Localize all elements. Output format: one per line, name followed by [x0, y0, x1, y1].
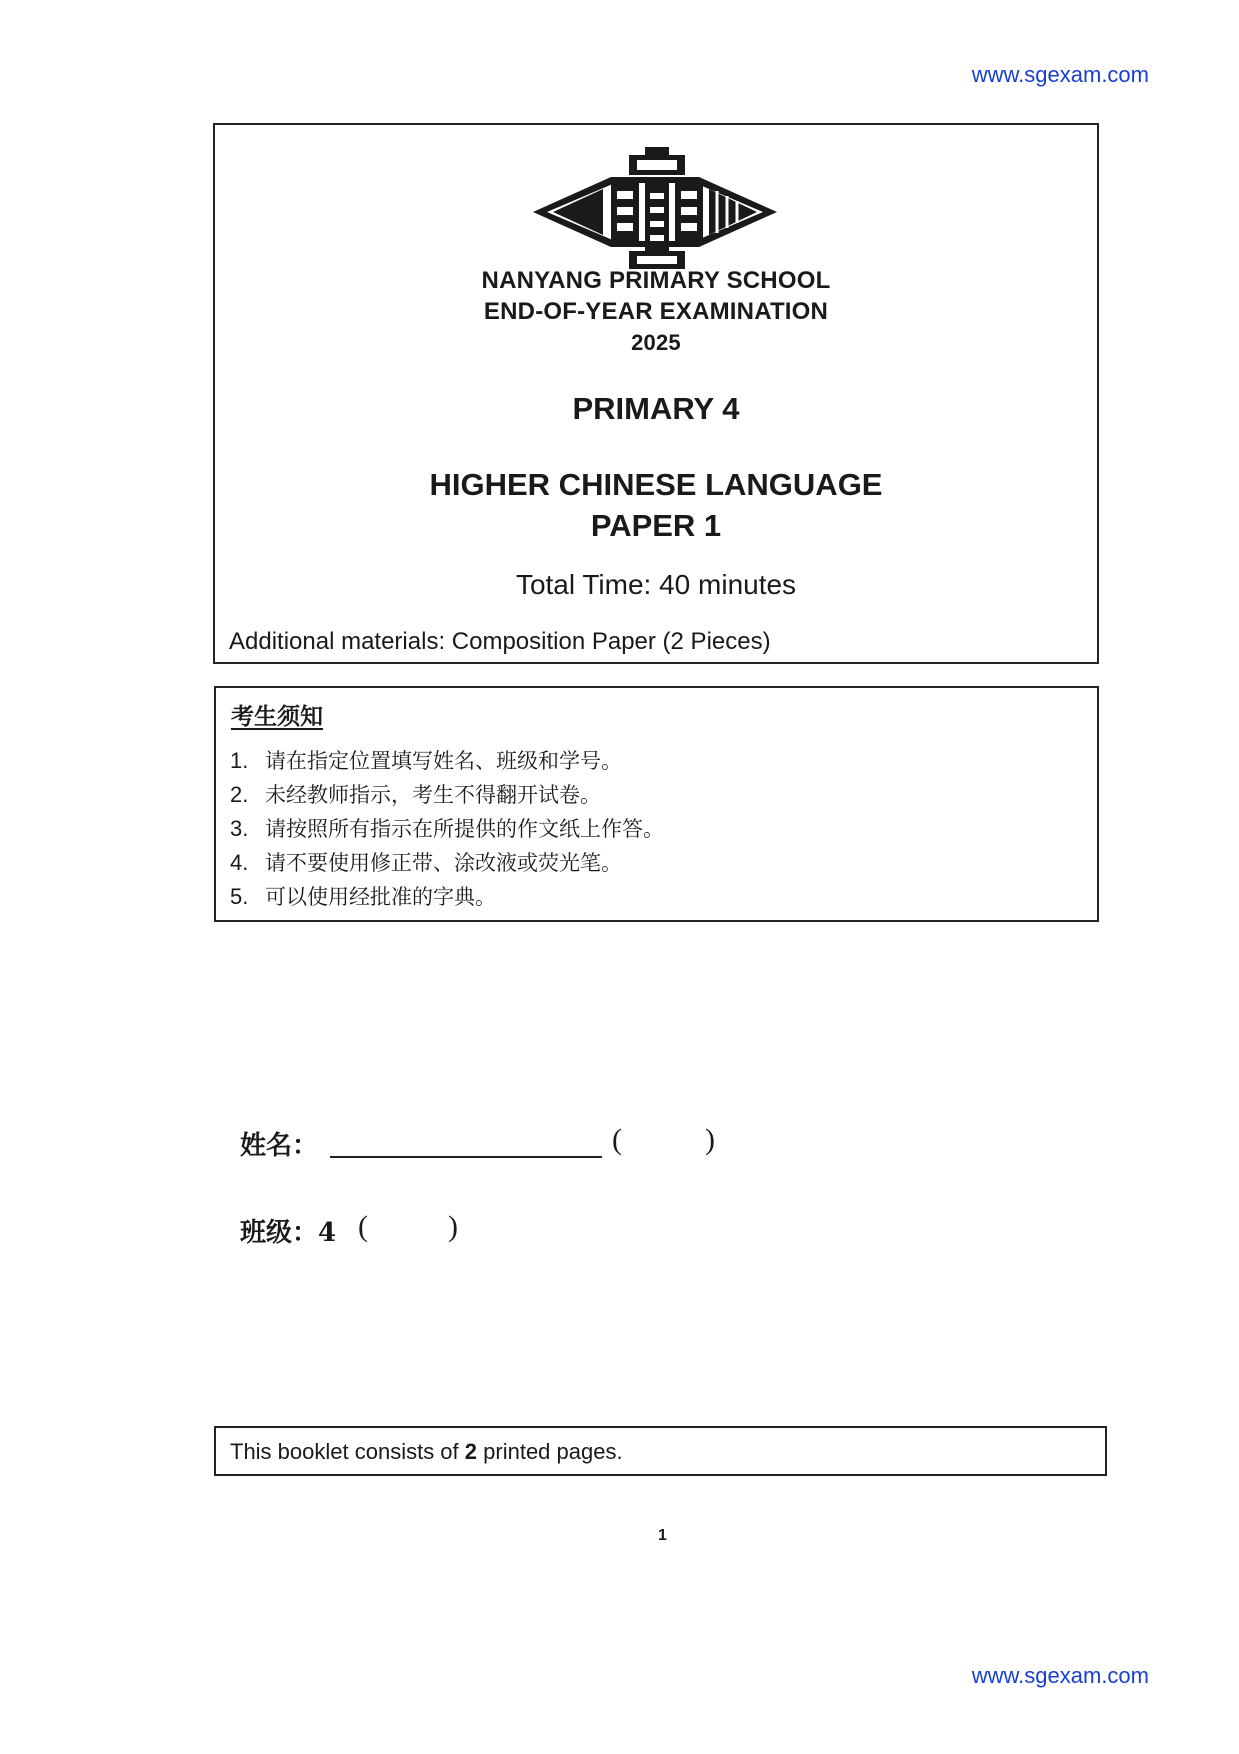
item-text: 请按照所有指示在所提供的作文纸上作答。 — [265, 817, 664, 841]
list-item — [230, 880, 664, 914]
school-name: NANYANG PRIMARY SCHOOL — [481, 267, 831, 294]
item-text: 请在指定位置填写姓名、班级和学号。 — [265, 749, 622, 773]
item-number: 2. — [230, 782, 249, 807]
notice-list — [230, 744, 664, 914]
list-item — [230, 744, 664, 778]
register-number-close-paren: ) — [705, 1123, 715, 1156]
booklet-text-before: This booklet consists of — [230, 1439, 465, 1464]
watermark-top[interactable]: www.sgexam.com — [971, 62, 1149, 87]
booklet-page-count: 2 — [464, 1439, 478, 1464]
subject-line-2: PAPER 1 — [590, 508, 722, 543]
name-input-line[interactable] — [330, 1156, 602, 1158]
exam-name: END-OF-YEAR EXAMINATION — [483, 298, 829, 325]
list-item — [230, 812, 664, 846]
list-item — [230, 778, 664, 812]
school-crest-icon — [533, 147, 777, 277]
subject-title — [215, 464, 1097, 546]
register-number-open-paren: ( — [612, 1123, 622, 1156]
watermark-bottom[interactable]: www.sgexam.com — [971, 1663, 1149, 1688]
item-number: 1. — [230, 748, 249, 773]
item-text: 请不要使用修正带、涂改液或荧光笔。 — [265, 851, 622, 875]
class-open-paren: ( — [358, 1210, 368, 1243]
notice-title: 考生须知 — [231, 703, 323, 730]
item-number: 4. — [230, 850, 249, 875]
booklet-text-after: printed pages. — [477, 1439, 623, 1464]
item-text: 未经教师指示，考生不得翻开试卷。 — [265, 783, 601, 807]
exam-header-box — [213, 123, 1099, 664]
page-number: 1 — [658, 1527, 667, 1544]
class-close-paren: ) — [448, 1210, 458, 1243]
class-label: 班级：4 — [240, 1218, 337, 1248]
list-item — [230, 846, 664, 880]
exam-year: 2025 — [631, 330, 681, 355]
additional-materials: Additional materials: Composition Paper (2 Pieces) — [229, 628, 771, 655]
total-time: Total Time: 40 minutes — [515, 569, 797, 600]
name-label: 姓名： — [240, 1131, 319, 1161]
item-text: 可以使用经批准的字典。 — [265, 885, 496, 909]
candidate-notice-box — [214, 686, 1099, 922]
class-field-row — [240, 1210, 458, 1249]
subject-line-1: HIGHER CHINESE LANGUAGE — [429, 467, 883, 502]
level-title: PRIMARY 4 — [572, 391, 740, 426]
item-number: 3. — [230, 816, 249, 841]
booklet-info-text — [230, 1439, 623, 1465]
booklet-info-box — [214, 1426, 1107, 1476]
item-number: 5. — [230, 884, 249, 909]
